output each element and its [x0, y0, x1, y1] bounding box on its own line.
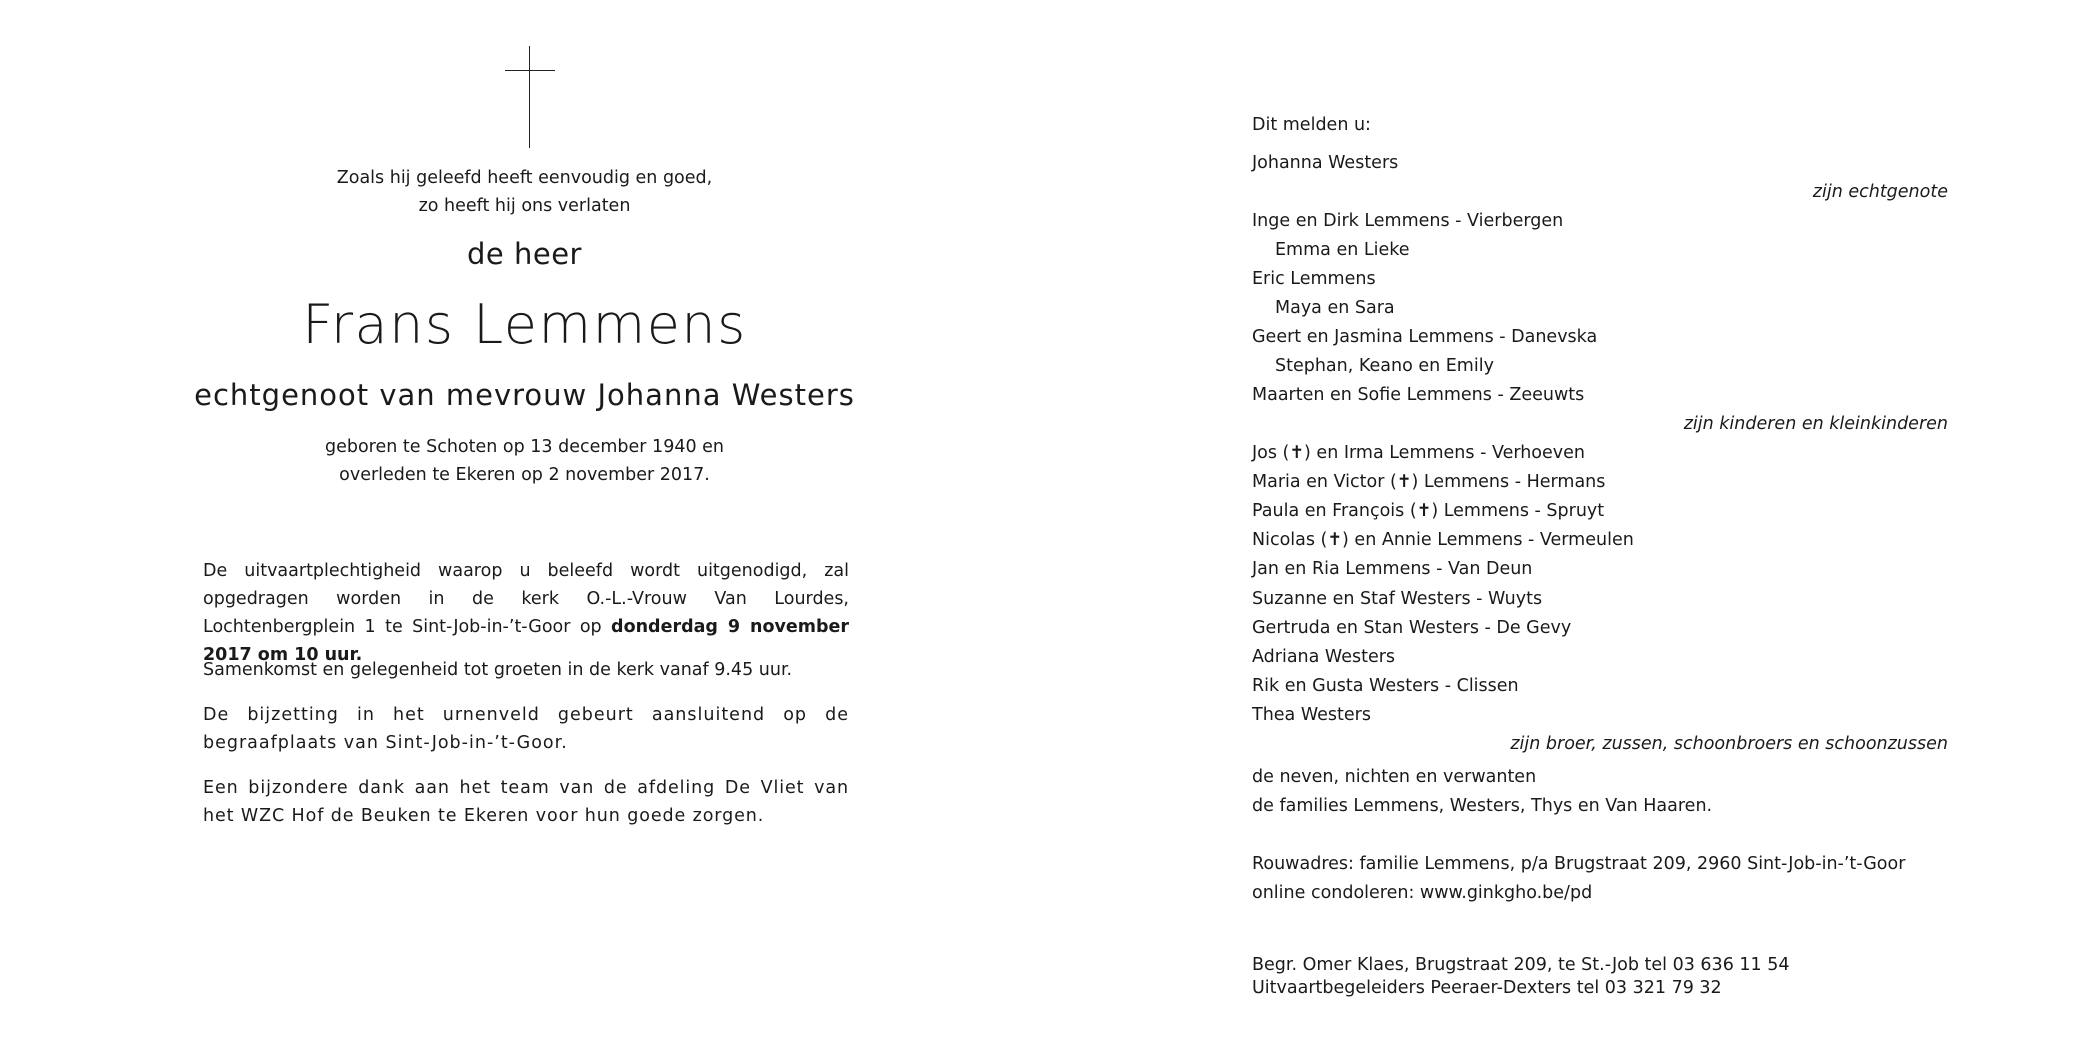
list-item: Emma en Lieke — [1275, 240, 1410, 260]
thanks-paragraph: Een bijzondere dank aan het team van de afdeling De Vliet van het WZC Hof de Beuken te Ekeren voor hun goede zorgen. — [203, 778, 849, 826]
list-item: Stephan, Keano en Emily — [1275, 356, 1494, 376]
spouse-role: zijn echtgenote — [1812, 182, 1948, 202]
children-role: zijn kinderen en kleinkinderen — [1683, 414, 1948, 434]
undertaker-line: Uitvaartbegeleiders Peeraer-Dexters tel 03 321 79 32 — [1252, 978, 1722, 998]
cross-icon — [505, 46, 555, 148]
burial-paragraph: De bijzetting in het urnenveld gebeurt aansluitend op de begraafplaats van Sint-Job-in-’t-Goor. — [203, 705, 849, 753]
spouse-name: Johanna Westers — [1252, 153, 1399, 173]
list-item: Maria en Victor (✝) Lemmens - Hermans — [1252, 472, 1606, 492]
deceased-name: Frans Lemmens — [302, 293, 747, 356]
list-item: Jan en Ria Lemmens - Van Deun — [1252, 559, 1533, 579]
death-line: overleden te Ekeren op 2 november 2017. — [339, 465, 710, 485]
intro: Dit melden u: — [1252, 115, 1371, 135]
list-item: Gertruda en Stan Westers - De Gevy — [1252, 618, 1572, 638]
list-item: Suzanne en Staf Westers - Wuyts — [1252, 589, 1543, 609]
funeral-date: donderdag 9 november 2017 om 10 uur. — [203, 617, 849, 665]
relatives-line: de neven, nichten en verwanten — [1252, 767, 1537, 787]
list-item: Geert en Jasmina Lemmens - Danevska — [1252, 327, 1598, 347]
list-item: Thea Westers — [1252, 705, 1371, 725]
list-item: Jos (✝) en Irma Lemmens - Verhoeven — [1252, 443, 1585, 463]
list-item: Paula en François (✝) Lemmens - Spruyt — [1252, 501, 1605, 521]
online-condolence: online condoleren: www.ginkgho.be/pd — [1252, 883, 1593, 903]
list-item: Eric Lemmens — [1252, 269, 1376, 289]
list-item: Maya en Sara — [1275, 298, 1395, 318]
gathering-paragraph: Samenkomst en gelegenheid tot groeten in de kerk vanaf 9.45 uur. — [203, 660, 793, 680]
motto-line: Zoals hij geleefd heeft eenvoudig en goed, — [336, 168, 713, 188]
relatives-line: de families Lemmens, Westers, Thys en Van Haaren. — [1252, 796, 1713, 816]
undertaker-line: Begr. Omer Klaes, Brugstraat 209, te St.-Job tel 03 636 11 54 — [1252, 955, 1790, 975]
birth-death — [0, 433, 1049, 489]
siblings-role: zijn broer, zussen, schoonbroers en schoonzussen — [1510, 734, 1948, 754]
right-page — [1049, 0, 2098, 1049]
title: de heer — [467, 237, 582, 271]
list-item: Adriana Westers — [1252, 647, 1396, 667]
motto — [0, 164, 1049, 220]
address-line: Rouwadres: familie Lemmens, p/a Brugstraat 209, 2960 Sint-Job-in-’t-Goor — [1252, 854, 1906, 874]
funeral-text: De uitvaartplechtigheid waarop u beleefd wordt uitgenodigd, zal opgedragen worden in de kerk O.-L.-Vrouw Van Lourdes, Lochtenbergplein 1 te Sint-Job-in-’t-Goor op — [203, 561, 849, 637]
motto-line: zo heeft hij ons verlaten — [418, 196, 631, 216]
list-item: Maarten en Sofie Lemmens - Zeeuwts — [1252, 385, 1585, 405]
funeral-paragraph — [203, 557, 849, 669]
birth-line: geboren te Schoten op 13 december 1940 en — [324, 437, 725, 457]
list-item: Inge en Dirk Lemmens - Vierbergen — [1252, 211, 1564, 231]
spouse-line: echtgenoot van mevrouw Johanna Westers — [194, 378, 855, 412]
list-item: Nicolas (✝) en Annie Lemmens - Vermeulen — [1252, 530, 1634, 550]
list-item: Rik en Gusta Westers - Clissen — [1252, 676, 1519, 696]
